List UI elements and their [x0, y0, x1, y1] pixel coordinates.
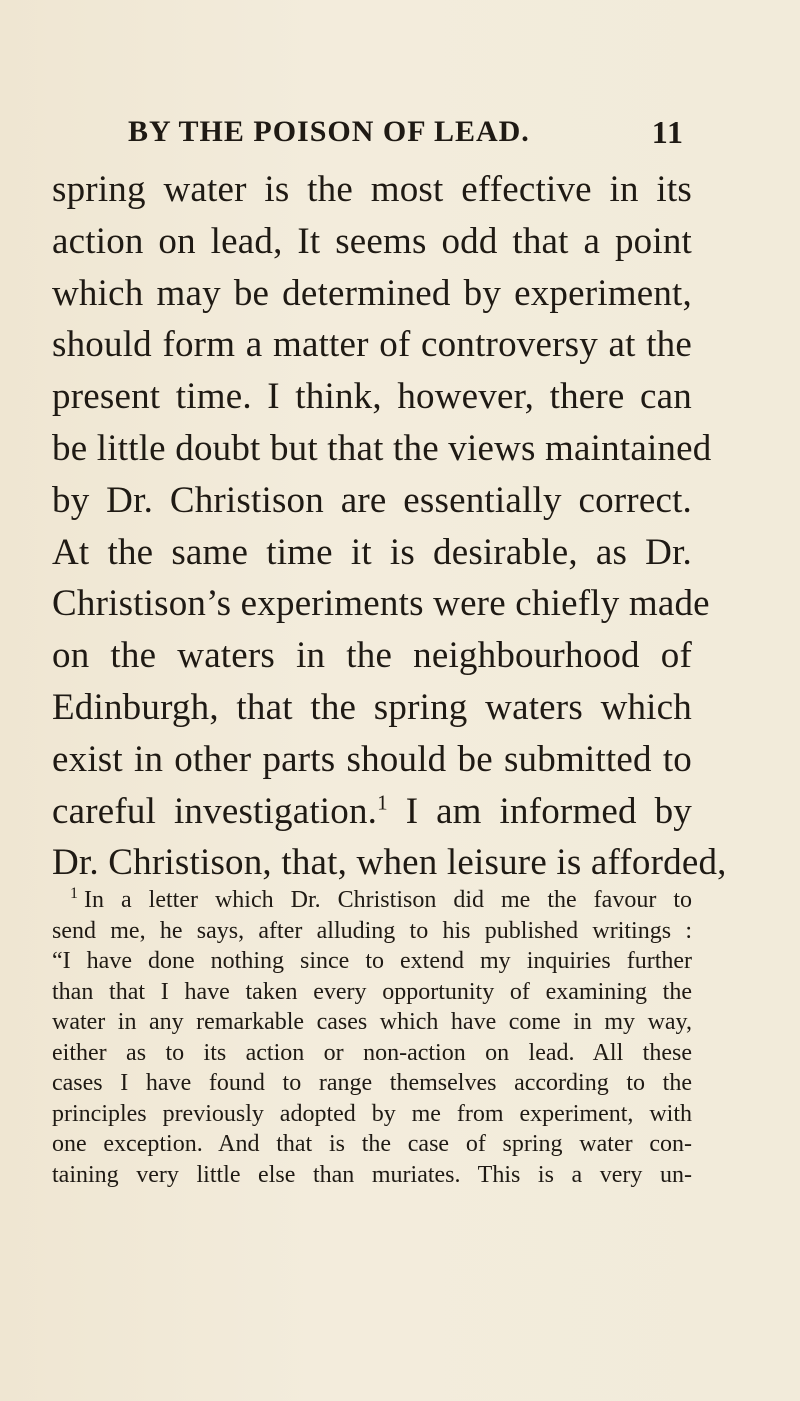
running-head-title: BY THE POISON OF LEAD.	[128, 115, 530, 148]
running-head	[128, 112, 684, 152]
footnote-reference[interactable]: 1	[377, 790, 388, 815]
body-line: At the same time it is desirable, as Dr.	[52, 531, 692, 573]
body-line-text: careful investigation.	[52, 790, 378, 832]
footnote-line: one exception. And that is the case of spring water con-	[52, 1131, 692, 1157]
body-line: should form a matter of controversy at the	[52, 324, 692, 366]
footnote-line: water in any remarkable cases which have come in my way,	[52, 1009, 692, 1035]
footnote	[52, 885, 692, 1190]
body-line-text: I am informed by	[387, 790, 692, 832]
body-line: be little doubt but that the views maintained	[52, 427, 712, 469]
footnote-line: taining very little else than muriates. This is a very un-	[52, 1161, 692, 1188]
footnote-line: “I have done nothing since to extend my inquiries further	[52, 948, 692, 974]
body-line: present time. I think, however, there can	[52, 376, 692, 418]
footnote-line: cases I have found to range themselves according to the	[52, 1070, 692, 1096]
footnote-line: than that I have taken every opportunity of examining the	[52, 978, 692, 1005]
body-line: on the waters in the neighbourhood of	[52, 635, 692, 677]
footnote-line: send me, he says, after alluding to his published writings :	[52, 917, 692, 944]
body-line: spring water is the most effective in its	[52, 169, 692, 210]
footnote-line-text: In a letter which Dr. Christison did me the favour to	[84, 887, 692, 913]
body-line: Dr. Christison, that, when leisure is afforded,	[52, 842, 727, 884]
footnote-number: 1	[70, 885, 78, 902]
body-text	[52, 164, 727, 889]
body-line: Christison’s experiments were chiefly made	[52, 583, 710, 625]
body-line: exist in other parts should be submitted to	[52, 738, 692, 780]
body-line: action on lead, It seems odd that a point	[52, 220, 692, 262]
body-line: Edinburgh, that the spring waters which	[52, 686, 692, 728]
footnote-line: principles previously adopted by me from experiment, with	[52, 1100, 692, 1127]
footnote-line: either as to its action or non-action on lead. All these	[52, 1039, 692, 1066]
body-line-with-footnote	[52, 786, 692, 838]
body-line: by Dr. Christison are essentially correct.	[52, 479, 692, 521]
page-number: 11	[651, 114, 684, 150]
footnote-line	[52, 885, 692, 916]
body-line: which may be determined by experiment,	[52, 272, 692, 314]
